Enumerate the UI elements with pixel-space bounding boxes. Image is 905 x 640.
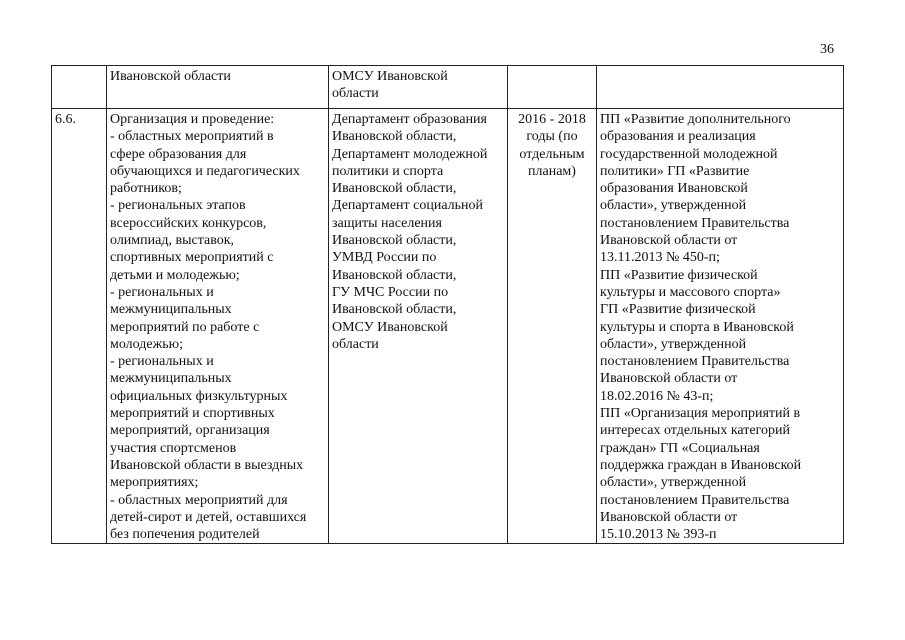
text-line: интересах отдельных категорий (600, 423, 790, 439)
text-line: постановлением Правительства (600, 492, 790, 508)
text-line: политики и спорта (332, 163, 444, 179)
cell-executors: ОМСУ Ивановской области (329, 66, 508, 109)
text-line: образования и реализация (600, 129, 756, 145)
text-line: Департамент социальной (332, 198, 484, 214)
text-line: молодежью; (110, 336, 184, 352)
text-line: Ивановской области от (600, 371, 738, 387)
text-line: ОМСУ Ивановской (332, 319, 448, 335)
cell-activity: Ивановской области (107, 66, 329, 109)
text-line: образования Ивановской (600, 181, 748, 197)
text-line: области (332, 336, 379, 352)
text-line: отдельным (519, 146, 585, 162)
text-line: участия спортсменов (110, 440, 237, 456)
text-line: области», утвержденной (600, 198, 747, 214)
text-line: - региональных и (110, 284, 214, 300)
text-line: 2016 - 2018 (518, 112, 586, 127)
text-line: Ивановской области в выездных (110, 457, 304, 473)
text-line: планам) (528, 163, 576, 179)
text-line: области», утвержденной (600, 475, 747, 491)
text-line: 15.10.2013 № 393-п (600, 527, 717, 543)
text-line: мероприятий, организация (110, 423, 270, 439)
text-line: - региональных и (110, 354, 214, 370)
text-line: официальных физкультурных (110, 388, 288, 404)
text-line: Ивановской области от (600, 509, 738, 525)
cell-programs (597, 66, 844, 109)
text-line: Ивановской области, (332, 267, 457, 283)
page-number: 36 (820, 42, 834, 57)
text-line: ПП «Развитие физической (600, 267, 758, 283)
table-row (52, 109, 844, 544)
cell-period (508, 109, 597, 544)
text-line: Организация и проведение: (110, 112, 275, 127)
text-line: государственной молодежной (600, 146, 778, 162)
text-line: 13.11.2013 № 450-п; (600, 250, 720, 266)
text-line: годы (по (526, 129, 578, 145)
text-line: политики» ГП «Развитие (600, 163, 750, 179)
text-line: Ивановской области, (332, 181, 457, 197)
text-line: - областных мероприятий для (110, 492, 288, 508)
text-line: культуры и массового спорта» (600, 284, 781, 300)
text-line: без попечения родителей (110, 527, 260, 543)
text-line: всероссийских конкурсов, (110, 215, 267, 231)
cell-number (52, 66, 107, 109)
text-line: граждан» ГП «Социальная (600, 440, 760, 456)
text-line: детьми и молодежью; (110, 267, 240, 283)
text-line: - региональных этапов (110, 198, 246, 214)
text-line: УМВД России по (332, 250, 437, 266)
text-line: защиты населения (332, 215, 442, 231)
text-line: ГП «Развитие физической (600, 302, 756, 318)
text-line: ГУ МЧС России по (332, 284, 449, 300)
cell-number: 6.6. (52, 109, 107, 544)
text-line: Департамент образования (332, 112, 487, 127)
text-line: Ивановской области, (332, 129, 457, 145)
measures-table (51, 65, 844, 544)
text-line: ПП «Организация мероприятий в (600, 406, 801, 422)
text-line: межмуниципальных (110, 302, 232, 318)
text-line: области», утвержденной (600, 336, 747, 352)
text-line: Ивановской области, (332, 233, 457, 249)
text-line: олимпиад, выставок, (110, 233, 235, 249)
text-line: - областных мероприятий в (110, 129, 274, 145)
text-line: культуры и спорта в Ивановской (600, 319, 794, 335)
text-line: постановлением Правительства (600, 354, 790, 370)
cell-programs (597, 109, 844, 544)
text-line: постановлением Правительства (600, 215, 790, 231)
text-line: работников; (110, 181, 182, 197)
text-line: межмуниципальных (110, 371, 232, 387)
text-line: мероприятиях; (110, 475, 199, 491)
text-line: Ивановской области, (332, 302, 457, 318)
text-line: детей-сирот и детей, оставшихся (110, 509, 307, 525)
text-line: 18.02.2016 № 43-п; (600, 388, 714, 404)
text-line: мероприятий по работе с (110, 319, 260, 335)
text-line: обучающихся и педагогических (110, 163, 300, 179)
text-line: Департамент молодежной (332, 146, 488, 162)
text-line: поддержка граждан в Ивановской (600, 457, 802, 473)
text-line: спортивных мероприятий с (110, 250, 274, 266)
text-line: мероприятий и спортивных (110, 406, 275, 422)
cell-activity (107, 109, 329, 544)
cell-executors (329, 109, 508, 544)
cell-period (508, 66, 597, 109)
text-line: ПП «Развитие дополнительного (600, 112, 791, 127)
text-line: сфере образования для (110, 146, 247, 162)
table-row (52, 66, 844, 109)
text-line: Ивановской области от (600, 233, 738, 249)
